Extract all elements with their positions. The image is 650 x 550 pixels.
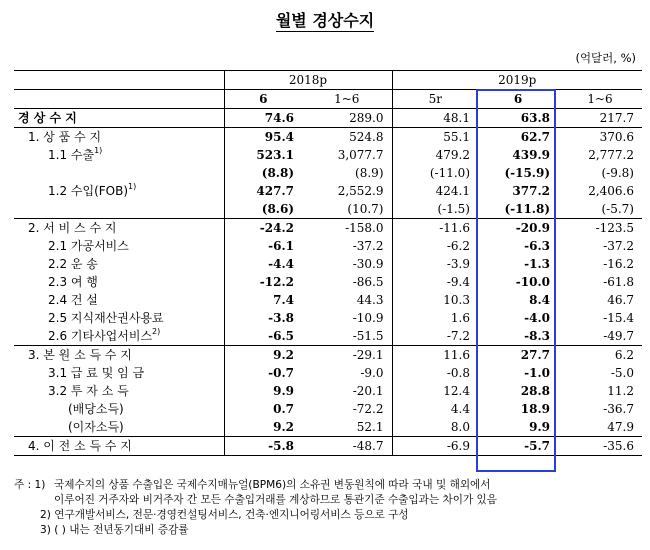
value-cell: -37.2 — [352, 239, 384, 253]
value-cell: -24.2 — [224, 219, 302, 238]
value-cell: 370.6 — [599, 130, 634, 144]
row-label-text: 3.2 투 자 소 득 — [48, 384, 129, 398]
value-cell: -3.9 — [392, 255, 478, 273]
value-cell: -9.0 — [360, 366, 384, 380]
value-cell: (-11.8) — [478, 200, 558, 219]
value-cell: 439.9 — [512, 148, 550, 162]
row-label — [14, 219, 224, 238]
value-cell: -9.4 — [392, 273, 478, 291]
table-row — [14, 146, 642, 164]
value-cell: 12.4 — [392, 382, 478, 400]
value-cell: -36.7 — [603, 402, 634, 416]
row-label — [14, 164, 224, 182]
value-cell: -61.8 — [603, 275, 634, 289]
value-cell: -5.0 — [610, 366, 634, 380]
header-blank-2 — [14, 90, 224, 109]
row-label-text: 2. 서 비 스 수 지 — [28, 221, 117, 235]
value-cell: -158.0 — [345, 221, 384, 235]
row-label — [14, 418, 224, 437]
header-col-2018-1-6: 1~6 — [302, 90, 392, 109]
value-cell: 0.7 — [224, 400, 302, 418]
value-cell: -16.2 — [603, 257, 634, 271]
page-title: 월별 경상수지 — [275, 11, 375, 30]
value-cell: -20.1 — [352, 384, 384, 398]
table-row — [14, 400, 642, 418]
value-cell: 8.4 — [529, 293, 550, 307]
value-cell: 9.2 — [224, 418, 302, 437]
value-cell: 48.1 — [392, 109, 478, 128]
value-cell: (8.6) — [224, 200, 302, 219]
value-cell: 74.6 — [224, 109, 302, 128]
table-row — [14, 219, 642, 238]
value-cell: 10.3 — [392, 291, 478, 309]
value-cell: 217.7 — [558, 109, 642, 128]
value-cell: -5.7 — [478, 437, 558, 456]
value-cell: 9.9 — [478, 418, 558, 437]
row-label-text: 2.1 가공서비스 — [48, 239, 129, 253]
row-label — [14, 400, 224, 418]
row-label — [14, 255, 224, 273]
value-cell: -123.5 — [595, 221, 634, 235]
value-cell: -30.9 — [352, 257, 384, 271]
value-cell: 4.4 — [392, 400, 478, 418]
value-cell: -35.6 — [558, 437, 642, 456]
value-cell: 11.2 — [607, 384, 634, 398]
value-cell: -0.8 — [392, 364, 478, 382]
value-cell: 8.0 — [392, 418, 478, 437]
header-year-2018: 2018p — [224, 71, 392, 90]
value-cell: (8.8) — [224, 164, 302, 182]
row-label-text: 2.3 여 행 — [48, 275, 98, 289]
value-cell: -49.7 — [558, 327, 642, 346]
table-row — [14, 200, 642, 219]
value-cell: (10.7) — [302, 200, 392, 219]
table-row — [14, 128, 642, 147]
table-row — [14, 164, 642, 182]
value-cell: -72.2 — [352, 402, 384, 416]
row-label-text: 1.2 수입(FOB) — [48, 184, 129, 198]
row-label — [14, 327, 224, 346]
value-cell: (-5.7) — [558, 200, 642, 219]
header-year-2019: 2019p — [392, 71, 642, 90]
value-cell: 52.1 — [302, 418, 392, 437]
value-cell: -10.9 — [352, 311, 384, 325]
value-cell: -8.3 — [478, 327, 558, 346]
value-cell: -29.1 — [352, 348, 384, 362]
footnote-3: 3) ( ) 내는 전년동기대비 증감률 — [40, 524, 189, 536]
table-row — [14, 182, 642, 200]
value-cell: 46.7 — [607, 293, 634, 307]
value-cell: -37.2 — [603, 239, 634, 253]
value-cell: -4.0 — [524, 311, 550, 325]
row-label — [14, 237, 224, 255]
value-cell: (-9.8) — [601, 166, 634, 180]
current-account-table — [14, 70, 642, 456]
footnote-marker: 1) — [128, 182, 137, 191]
value-cell: -4.4 — [224, 255, 302, 273]
row-label — [14, 200, 224, 219]
value-cell: 2,777.2 — [588, 148, 634, 162]
row-label — [14, 273, 224, 291]
footnote-2: 2) 연구개발서비스, 전문·경영컨설팅서비스, 건축·엔지니어링서비스 등으로 구성 — [40, 509, 409, 521]
row-label — [14, 146, 224, 164]
value-cell: -3.8 — [224, 309, 302, 327]
value-cell: 44.3 — [356, 293, 384, 307]
table-row — [14, 309, 642, 327]
value-cell: -7.2 — [392, 327, 478, 346]
header-col-2019-1-6: 1~6 — [558, 90, 642, 109]
row-label-text: 3. 본 원 소 득 수 지 — [28, 348, 132, 362]
table-row — [14, 237, 642, 255]
row-label-text: 1.1 수출 — [48, 148, 95, 162]
value-cell: -6.2 — [392, 237, 478, 255]
value-cell: 95.4 — [224, 128, 302, 147]
footnote-1a: 국제수지의 상품 수출입은 국제수지매뉴얼(BPM6)의 소유권 변동원칙에 따라 국내 및 해외에서 — [54, 479, 491, 491]
footnote-marker: 2) — [152, 327, 161, 336]
row-label — [14, 309, 224, 327]
value-cell: -6.1 — [224, 237, 302, 255]
row-label-text: 2.2 운 송 — [48, 257, 98, 271]
footnote-1b: 이루어진 거주자와 비거주자 간 모든 수출입거래를 계상하므로 통관기준 수출입과는 차이가 있음 — [54, 494, 498, 506]
value-cell: -6.3 — [524, 239, 550, 253]
row-label — [14, 346, 224, 365]
table-row — [14, 346, 642, 365]
row-label — [14, 182, 224, 200]
value-cell: 523.1 — [224, 146, 302, 164]
row-label-text: 2.4 건 설 — [48, 293, 98, 307]
value-cell: 9.9 — [224, 382, 302, 400]
value-cell: 377.2 — [512, 184, 550, 198]
row-label-text: 1. 상 품 수 지 — [28, 130, 102, 144]
table-row — [14, 437, 642, 456]
row-label — [14, 364, 224, 382]
value-cell: 424.1 — [392, 182, 478, 200]
value-cell: 6.2 — [614, 348, 634, 362]
value-cell: -10.0 — [515, 275, 550, 289]
value-cell: 2,552.9 — [337, 184, 384, 198]
value-cell: -48.7 — [302, 437, 392, 456]
row-label — [14, 437, 224, 456]
value-cell: -51.5 — [302, 327, 392, 346]
value-cell: -6.9 — [392, 437, 478, 456]
value-cell: 524.8 — [349, 130, 384, 144]
value-cell: 289.0 — [302, 109, 392, 128]
unit-label: (억달러, %) — [575, 51, 636, 65]
value-cell: 479.2 — [392, 146, 478, 164]
value-cell: -15.4 — [603, 311, 634, 325]
row-label-text: 3.1 급 료 및 임 금 — [48, 366, 145, 380]
value-cell: 1.6 — [392, 309, 478, 327]
table-row — [14, 327, 642, 346]
row-label — [14, 109, 224, 128]
value-cell: 47.9 — [558, 418, 642, 437]
value-cell: 427.7 — [224, 182, 302, 200]
header-col-2019-5r: 5r — [392, 90, 478, 109]
value-cell: 27.7 — [520, 348, 550, 362]
value-cell: -11.6 — [392, 219, 478, 238]
header-col-2019-6: 6 — [478, 90, 558, 109]
value-cell: -6.5 — [224, 327, 302, 346]
value-cell: -12.2 — [224, 273, 302, 291]
table-row — [14, 291, 642, 309]
row-label-text: 4. 이 전 소 득 수 지 — [28, 439, 132, 453]
table-row — [14, 255, 642, 273]
footnotes — [14, 478, 642, 538]
footnote-marker: 1) — [94, 146, 103, 155]
value-cell: -5.8 — [224, 437, 302, 456]
table-row — [14, 418, 642, 437]
row-label-text: (배당소득) — [68, 402, 124, 416]
table-row — [14, 273, 642, 291]
value-cell: -86.5 — [352, 275, 384, 289]
value-cell: 2,406.6 — [588, 184, 634, 198]
row-label — [14, 291, 224, 309]
row-label — [14, 382, 224, 400]
row-label — [14, 128, 224, 147]
value-cell: -1.3 — [524, 257, 550, 271]
value-cell: 63.8 — [478, 109, 558, 128]
value-cell: (-11.0) — [392, 164, 478, 182]
value-cell: -0.7 — [224, 364, 302, 382]
row-label-text: 경 상 수 지 — [18, 111, 77, 125]
table-row — [14, 382, 642, 400]
value-cell: (-15.9) — [504, 166, 550, 180]
footnote-prefix: 주 : 1) — [14, 479, 46, 491]
value-cell: 9.2 — [224, 346, 302, 365]
header-blank — [14, 71, 224, 90]
value-cell: 11.6 — [392, 346, 478, 365]
value-cell: 3,077.7 — [337, 148, 384, 162]
value-cell: -20.9 — [515, 221, 550, 235]
value-cell: 18.9 — [520, 402, 550, 416]
value-cell: (8.9) — [355, 166, 384, 180]
value-cell: 62.7 — [520, 130, 550, 144]
row-label-text: 2.6 기타사업서비스 — [48, 329, 153, 343]
value-cell: -1.0 — [524, 366, 550, 380]
table-row — [14, 364, 642, 382]
row-label-text: 2.5 지식재산권사용료 — [48, 311, 164, 325]
row-label-text: (이자소득) — [68, 420, 124, 434]
value-cell: 7.4 — [224, 291, 302, 309]
table-row — [14, 109, 642, 128]
value-cell: 55.1 — [392, 128, 478, 147]
value-cell: (-1.5) — [392, 200, 478, 219]
value-cell: 28.8 — [520, 384, 550, 398]
header-col-2018-6: 6 — [224, 90, 302, 109]
